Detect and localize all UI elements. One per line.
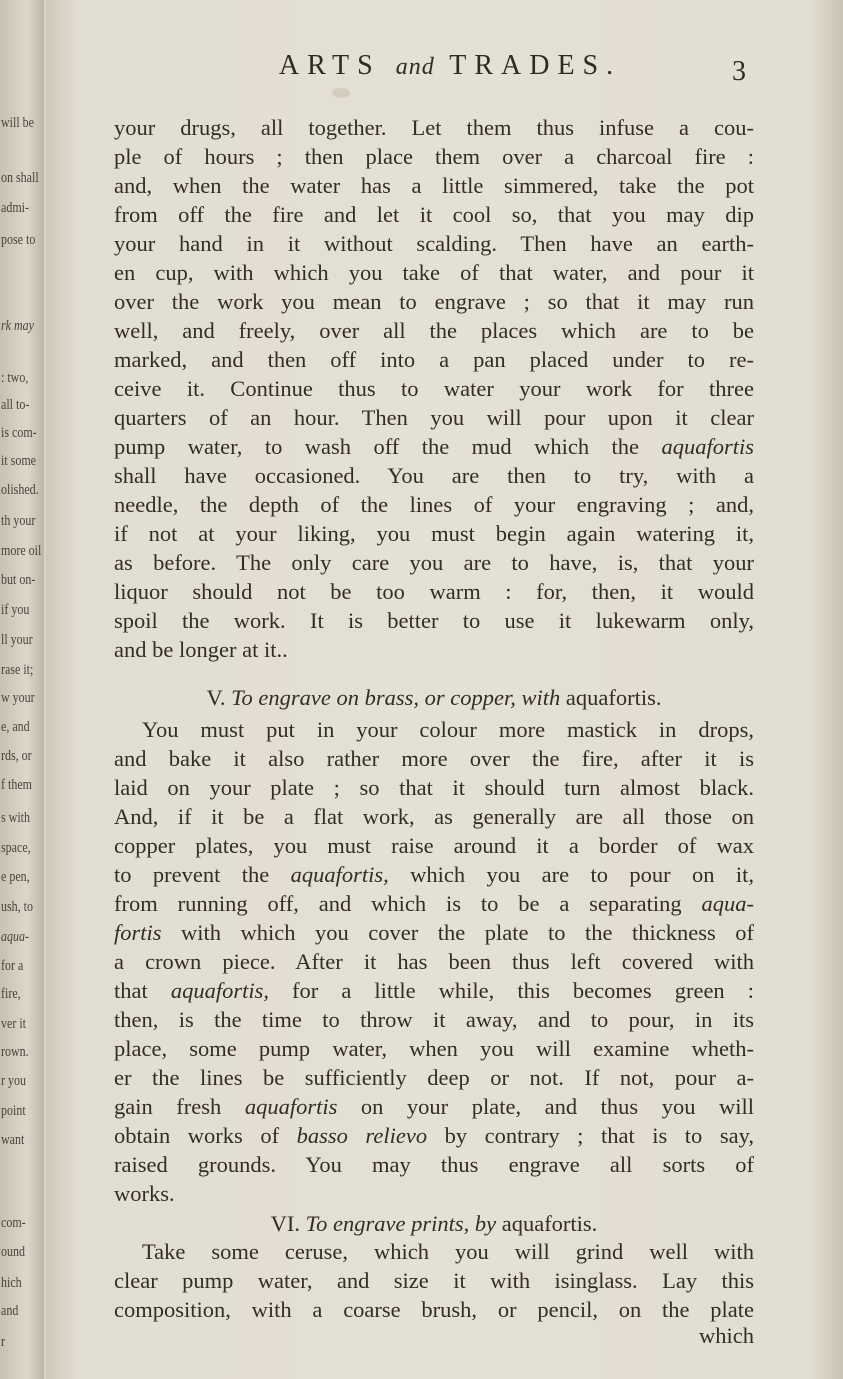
text-line: en cup, with which you take of that water, and pour it [114, 260, 754, 285]
margin-fragment: ver it [1, 1016, 26, 1032]
margin-fragment: r [1, 1334, 5, 1350]
text-line: er the lines be sufficiently deep or not. If not, pour a- [114, 1065, 754, 1090]
section-title-plain: aquafortis. [565, 685, 662, 710]
text-line: shall have occasioned. You are then to try, with a [114, 463, 754, 488]
margin-fragment: more oil [1, 543, 42, 559]
book-page [46, 0, 843, 1379]
margin-fragment: for a [1, 958, 24, 974]
italic-term: aqua- [701, 891, 755, 916]
text-line: Take some ceruse, which you will grind well with [142, 1239, 754, 1264]
margin-fragment: olished. [1, 482, 39, 498]
margin-fragment: admi- [1, 200, 29, 216]
text-line [114, 433, 754, 461]
italic-term: aquafortis, [290, 862, 389, 887]
italic-term: basso relievo [296, 1123, 428, 1148]
margin-fragment: if you [1, 602, 30, 618]
text-line: ceive it. Continue thus to water your work for three [114, 376, 754, 401]
text-run: obtain works of [114, 1123, 280, 1148]
margin-fragment: all to- [1, 397, 30, 413]
paper-stain [332, 88, 350, 98]
text-line: marked, and then off into a pan placed under to re- [114, 347, 754, 372]
margin-fragment: is com- [1, 425, 37, 441]
margin-fragment: e pen, [1, 869, 30, 885]
text-line: liquor should not be too warm : for, then, it would [114, 579, 754, 604]
text-run: from running off, and which is to be a separating [114, 891, 682, 916]
text-line: clear pump water, and size it with isinglass. Lay this [114, 1268, 754, 1293]
margin-fragment: on shall [1, 170, 39, 186]
catchword: which [699, 1323, 754, 1348]
text-run: with which you cover the plate to the thickness of [181, 920, 755, 945]
text-run: to prevent the [114, 862, 270, 887]
margin-fragment: r you [1, 1073, 26, 1089]
margin-fragment: ound [1, 1244, 25, 1260]
italic-term: aquafortis, [170, 978, 269, 1003]
margin-fragment: pose to [1, 232, 36, 248]
running-head-arts: ARTS [278, 50, 381, 81]
text-line: over the work you mean to engrave ; so that it may run [114, 289, 754, 314]
text-line [114, 919, 754, 947]
text-line: and bake it also rather more over the fire, after it is [114, 746, 754, 771]
text-run: that [114, 978, 148, 1003]
margin-fragment: rown. [1, 1044, 29, 1060]
text-line: You must put in your colour more mastick in drops, [142, 717, 754, 742]
text-line: And, if it be a flat work, as generally are all those on [114, 804, 754, 829]
margin-fragment: ll your [1, 632, 33, 648]
text-line: raised grounds. You may thus engrave all sorts of [114, 1152, 754, 1177]
margin-fragment: want [1, 1132, 25, 1148]
margin-fragment: s with [1, 810, 31, 826]
text-line: then, is the time to throw it away, and to pour, in its [114, 1007, 754, 1032]
margin-fragment: point [1, 1103, 26, 1119]
text-line [114, 977, 754, 1005]
section-number: V. [206, 685, 226, 710]
text-run: on your plate, and thus you will [360, 1094, 755, 1119]
margin-fragment: rk may [1, 318, 34, 334]
section-heading-vi [114, 1210, 754, 1238]
text-line: copper plates, you must raise around it a border of wax [114, 833, 754, 858]
text-line: a crown piece. After it has been thus left covered with [114, 949, 754, 974]
text-line [114, 1093, 754, 1121]
text-line: as before. The only care you are to have, is, that your [114, 550, 754, 575]
margin-fragment: will be [1, 115, 34, 131]
text-line: if not at your liking, you must begin again watering it, [114, 521, 754, 546]
margin-fragment: th your [1, 513, 36, 529]
running-head [200, 50, 700, 82]
margin-fragment: : two, [1, 370, 29, 386]
margin-fragment: and [1, 1303, 19, 1319]
text-run: gain fresh [114, 1094, 222, 1119]
margin-fragment: space, [1, 840, 31, 856]
text-line: your drugs, all together. Let them thus infuse a cou- [114, 115, 754, 140]
text-line [114, 861, 754, 889]
text-line [114, 890, 754, 918]
italic-term: aquafortis [661, 434, 755, 459]
adjacent-page-margin [0, 0, 44, 1379]
section-heading-v [114, 684, 754, 712]
italic-term: aquafortis [244, 1094, 338, 1119]
text-line: your hand in it without scalding. Then have an earth- [114, 231, 754, 256]
margin-fragment: aqua- [1, 929, 29, 945]
running-head-trades: TRADES. [449, 50, 622, 81]
text-line: well, and freely, over all the places which are to be [114, 318, 754, 343]
margin-fragment: com- [1, 1215, 26, 1231]
margin-fragment: rds, or [1, 748, 32, 764]
section-title-italic: To engrave on brass, or copper, with [231, 685, 561, 710]
margin-fragment: ush, to [1, 899, 34, 915]
text-line: quarters of an hour. Then you will pour upon it clear [114, 405, 754, 430]
text-line: from off the fire and let it cool so, that you may dip [114, 202, 754, 227]
margin-fragment: rase it; [1, 662, 34, 678]
text-line: composition, with a coarse brush, or pencil, on the plate [114, 1297, 754, 1322]
page-number: 3 [732, 56, 746, 87]
margin-fragment: but on- [1, 572, 36, 588]
margin-fragment: hich [1, 1275, 22, 1291]
section-title-plain: aquafortis. [501, 1211, 598, 1236]
text-run: pump water, to wash off the mud which the [114, 434, 640, 459]
section-title-italic: To engrave prints, by [305, 1211, 497, 1236]
running-head-and: and [395, 54, 435, 80]
text-run: for a little while, this becomes green : [292, 978, 754, 1003]
text-line: place, some pump water, when you will examine wheth- [114, 1036, 754, 1061]
text-line: needle, the depth of the lines of your engraving ; and, [114, 492, 754, 517]
margin-fragment: f them [1, 777, 32, 793]
text-line: and, when the water has a little simmered, take the pot [114, 173, 754, 198]
text-line: spoil the work. It is better to use it lukewarm only, [114, 608, 754, 633]
margin-fragment: w your [1, 690, 35, 706]
italic-term: fortis [114, 920, 162, 945]
text-line: works. [114, 1181, 175, 1206]
margin-fragment: it some [1, 453, 36, 469]
text-line [114, 1122, 754, 1150]
text-line: laid on your plate ; so that it should turn almost black. [114, 775, 754, 800]
margin-fragment: fire, [1, 986, 21, 1002]
text-line: ple of hours ; then place them over a charcoal fire : [114, 144, 754, 169]
section-number: VI. [270, 1211, 301, 1236]
margin-fragment: e, and [1, 719, 30, 735]
text-line: and be longer at it.. [114, 637, 288, 662]
text-run: which you are to pour on it, [410, 862, 755, 887]
text-run: by contrary ; that is to say, [444, 1123, 755, 1148]
